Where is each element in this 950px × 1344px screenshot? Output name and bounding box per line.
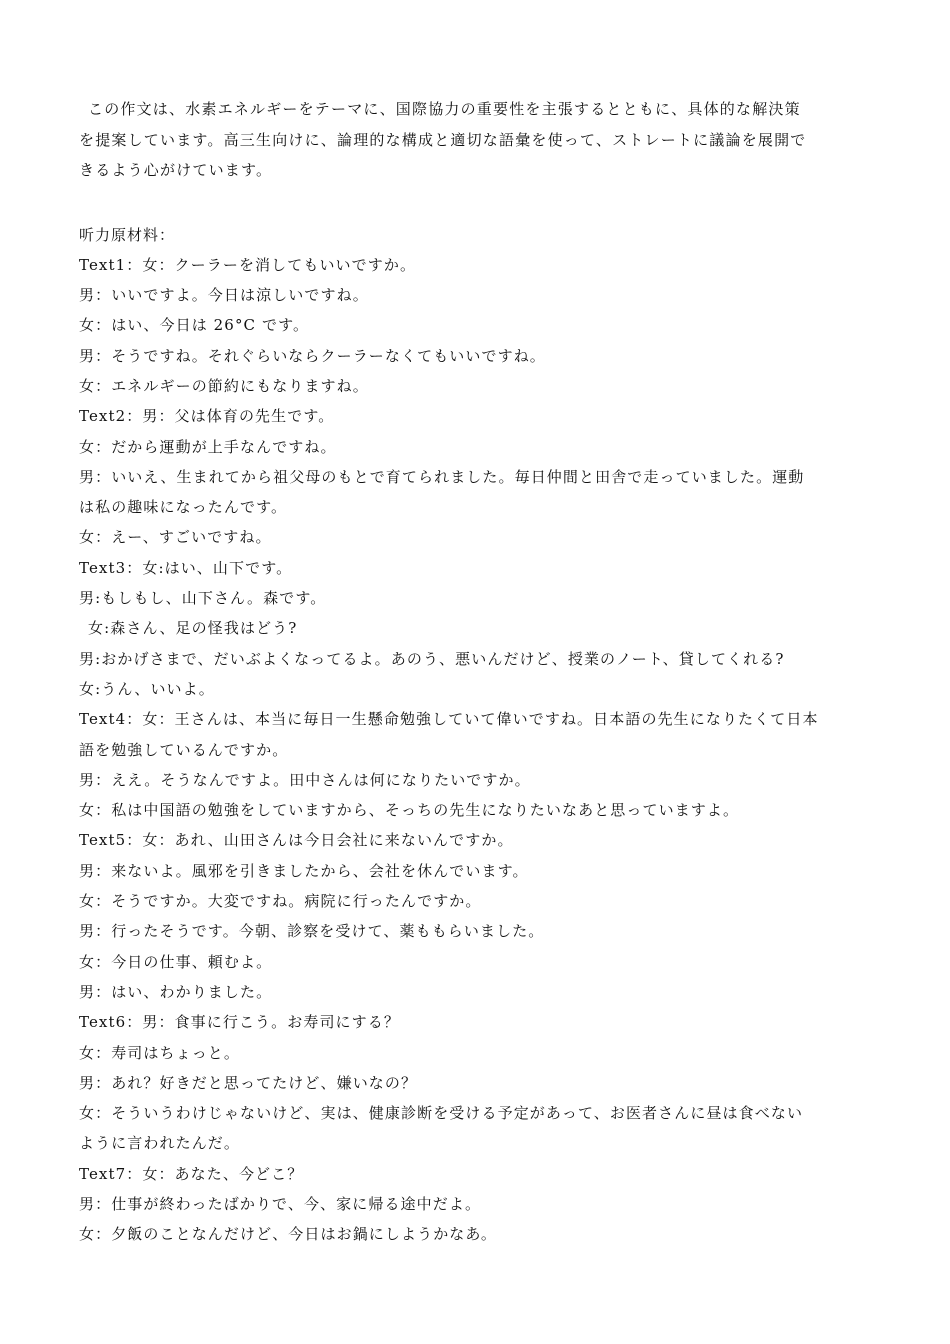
transcript-line: 男：あれ？好きだと思ってたけど、嫌いなの？: [79, 1073, 418, 1092]
transcript-line: 男:もしもし、山下さん。森です。: [79, 589, 327, 608]
listening-transcript: [79, 250, 879, 1250]
transcript-line: Text1：女：クーラーを消してもいいですか。: [79, 255, 417, 274]
transcript-line: 男：ええ。そうなんですよ。田中さんは何になりたいですか。: [79, 770, 531, 789]
transcript-line: ように言われたんだ。: [79, 1134, 241, 1153]
transcript-line: Text5：女：あれ、山田さんは今日会社に来ないんですか。: [79, 831, 514, 850]
transcript-line: 女：寿司はちょっと。: [79, 1043, 241, 1062]
transcript-line: 女:森さん、足の怪我はどう?: [88, 619, 298, 638]
transcript-line: Text3：女:はい、山下です。: [79, 558, 293, 577]
transcript-line: Text4：女：王さんは、本当に毎日一生懸命勉強していて偉いですね。日本語の先生になりたくて日本: [79, 710, 819, 729]
transcript-line: Text2：男：父は体育の先生です。: [79, 407, 335, 426]
transcript-line: 語を勉強しているんですか。: [79, 740, 289, 759]
transcript-line: 男：いいえ、生まれてから祖父母のもとで育てられました。毎日仲間と田舎で走っていました。運動: [79, 467, 805, 486]
transcript-line: 女：そうですか。大変ですね。病院に行ったんですか。: [79, 892, 482, 911]
transcript-line: 女：えー、すごいですね。: [79, 528, 272, 547]
transcript-line: 男：はい、わかりました。: [79, 982, 273, 1001]
transcript-line: 女：だから運動が上手なんですね。: [79, 437, 337, 456]
transcript-line: 女：私は中国語の勉強をしていますから、そっちの先生になりたいなあと思っていますよ。: [79, 801, 740, 820]
transcript-line: 男：そうですね。それぐらいならクーラーなくてもいいですね。: [79, 346, 546, 365]
transcript-line: Text6：男：食事に行こう。お寿司にする？: [79, 1013, 400, 1032]
transcript-line: 男：行ったそうです。今朝、診察を受けて、薬ももらいました。: [79, 922, 545, 941]
document-body: [79, 94, 879, 1250]
intro-line: を提案しています。高三生向けに、論理的な構成と適切な語彙を使って、ストレートに議論を展開で: [79, 130, 807, 149]
transcript-line: 女：はい、今日は 26°C です。: [79, 316, 310, 335]
transcript-line: 女：エネルギーの節約にもなりますね。: [79, 376, 369, 395]
transcript-line: Text7：女：あなた、今どこ？: [79, 1164, 304, 1183]
transcript-line: 男：来ないよ。風邪を引きましたから、会社を休んでいます。: [79, 861, 529, 880]
transcript-line: 男：仕事が終わったばかりで、今、家に帰る途中だよ。: [79, 1195, 482, 1213]
transcript-line: 女：夕飯のことなんだけど、今日はお鍋にしようかなあ。: [79, 1225, 498, 1244]
transcript-line: 女:うん、いいよ。: [79, 679, 215, 698]
intro-line: きるよう心がけています。: [79, 161, 273, 179]
transcript-line: 女：今日の仕事、頼むよ。: [79, 952, 273, 971]
transcript-line: 男:おかげさまで、だいぶよくなってるよ。あのう、悪いんだけど、授業のノート、貸してくれる?: [79, 649, 785, 668]
transcript-line: 男：いいですよ。今日は涼しいですね。: [79, 286, 369, 305]
section-heading: 听力原材料：: [79, 225, 176, 244]
intro-line: この作文は、水素エネルギーをテーマに、国際協力の重要性を主張するとともに、具体的な解決策: [88, 100, 801, 118]
transcript-line: 女：そういうわけじゃないけど、実は、健康診断を受ける予定があって、お医者さんに昼は食べない: [79, 1104, 804, 1123]
transcript-line: は私の趣味になったんです。: [79, 498, 288, 517]
intro-paragraph: [79, 94, 879, 186]
